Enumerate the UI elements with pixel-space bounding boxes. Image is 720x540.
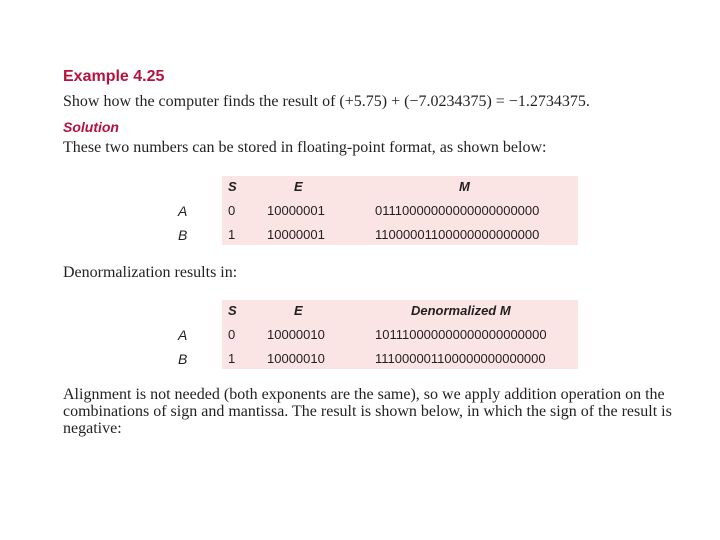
table-cell-a-sign: 0 <box>228 327 236 342</box>
table-cell-b-exponent: 10000001 <box>267 227 325 242</box>
solution-title: Solution <box>63 119 119 135</box>
table-cell-a-exponent: 10000001 <box>267 203 325 218</box>
closing-paragraph: Alignment is not needed (both exponents are the same), so we apply addition operation on the combinations of sign and mantissa. The result is shown below, in which the sign of the result is negative: <box>63 386 672 437</box>
row-label-b: B <box>178 351 188 367</box>
header-sign: S <box>228 179 237 194</box>
row-label-a: A <box>178 203 188 219</box>
table-cell-b-exponent: 10000010 <box>267 351 325 366</box>
header-exponent: E <box>294 303 303 318</box>
table-cell-a-sign: 0 <box>228 203 236 218</box>
table-cell-a-mantissa: 01110000000000000000000 <box>375 203 540 218</box>
row-label-a: A <box>178 327 188 343</box>
table-cell-b-sign: 1 <box>228 351 236 366</box>
denormalization-text: Denormalization results in: <box>63 264 238 281</box>
table-cell-b-sign: 1 <box>228 227 236 242</box>
table-cell-b-mantissa: 11000001100000000000000 <box>375 227 540 242</box>
solution-intro: These two numbers can be stored in floating-point format, as shown below: <box>63 139 547 156</box>
float-format-table <box>222 176 578 245</box>
problem-statement: Show how the computer finds the result of (+5.75) + (−7.0234375) = −1.2734375. <box>63 93 590 110</box>
table-cell-b-mantissa: 111000001100000000000000 <box>375 351 546 366</box>
row-label-b: B <box>178 227 188 243</box>
header-mantissa: M <box>459 179 470 194</box>
table-cell-a-exponent: 10000010 <box>267 327 325 342</box>
denormalized-table <box>222 300 578 369</box>
table-cell-a-mantissa: 101110000000000000000000 <box>375 327 547 342</box>
header-denormalized-mantissa: Denormalized M <box>411 303 511 318</box>
header-exponent: E <box>294 179 303 194</box>
header-sign: S <box>228 303 237 318</box>
example-title: Example 4.25 <box>63 68 165 85</box>
